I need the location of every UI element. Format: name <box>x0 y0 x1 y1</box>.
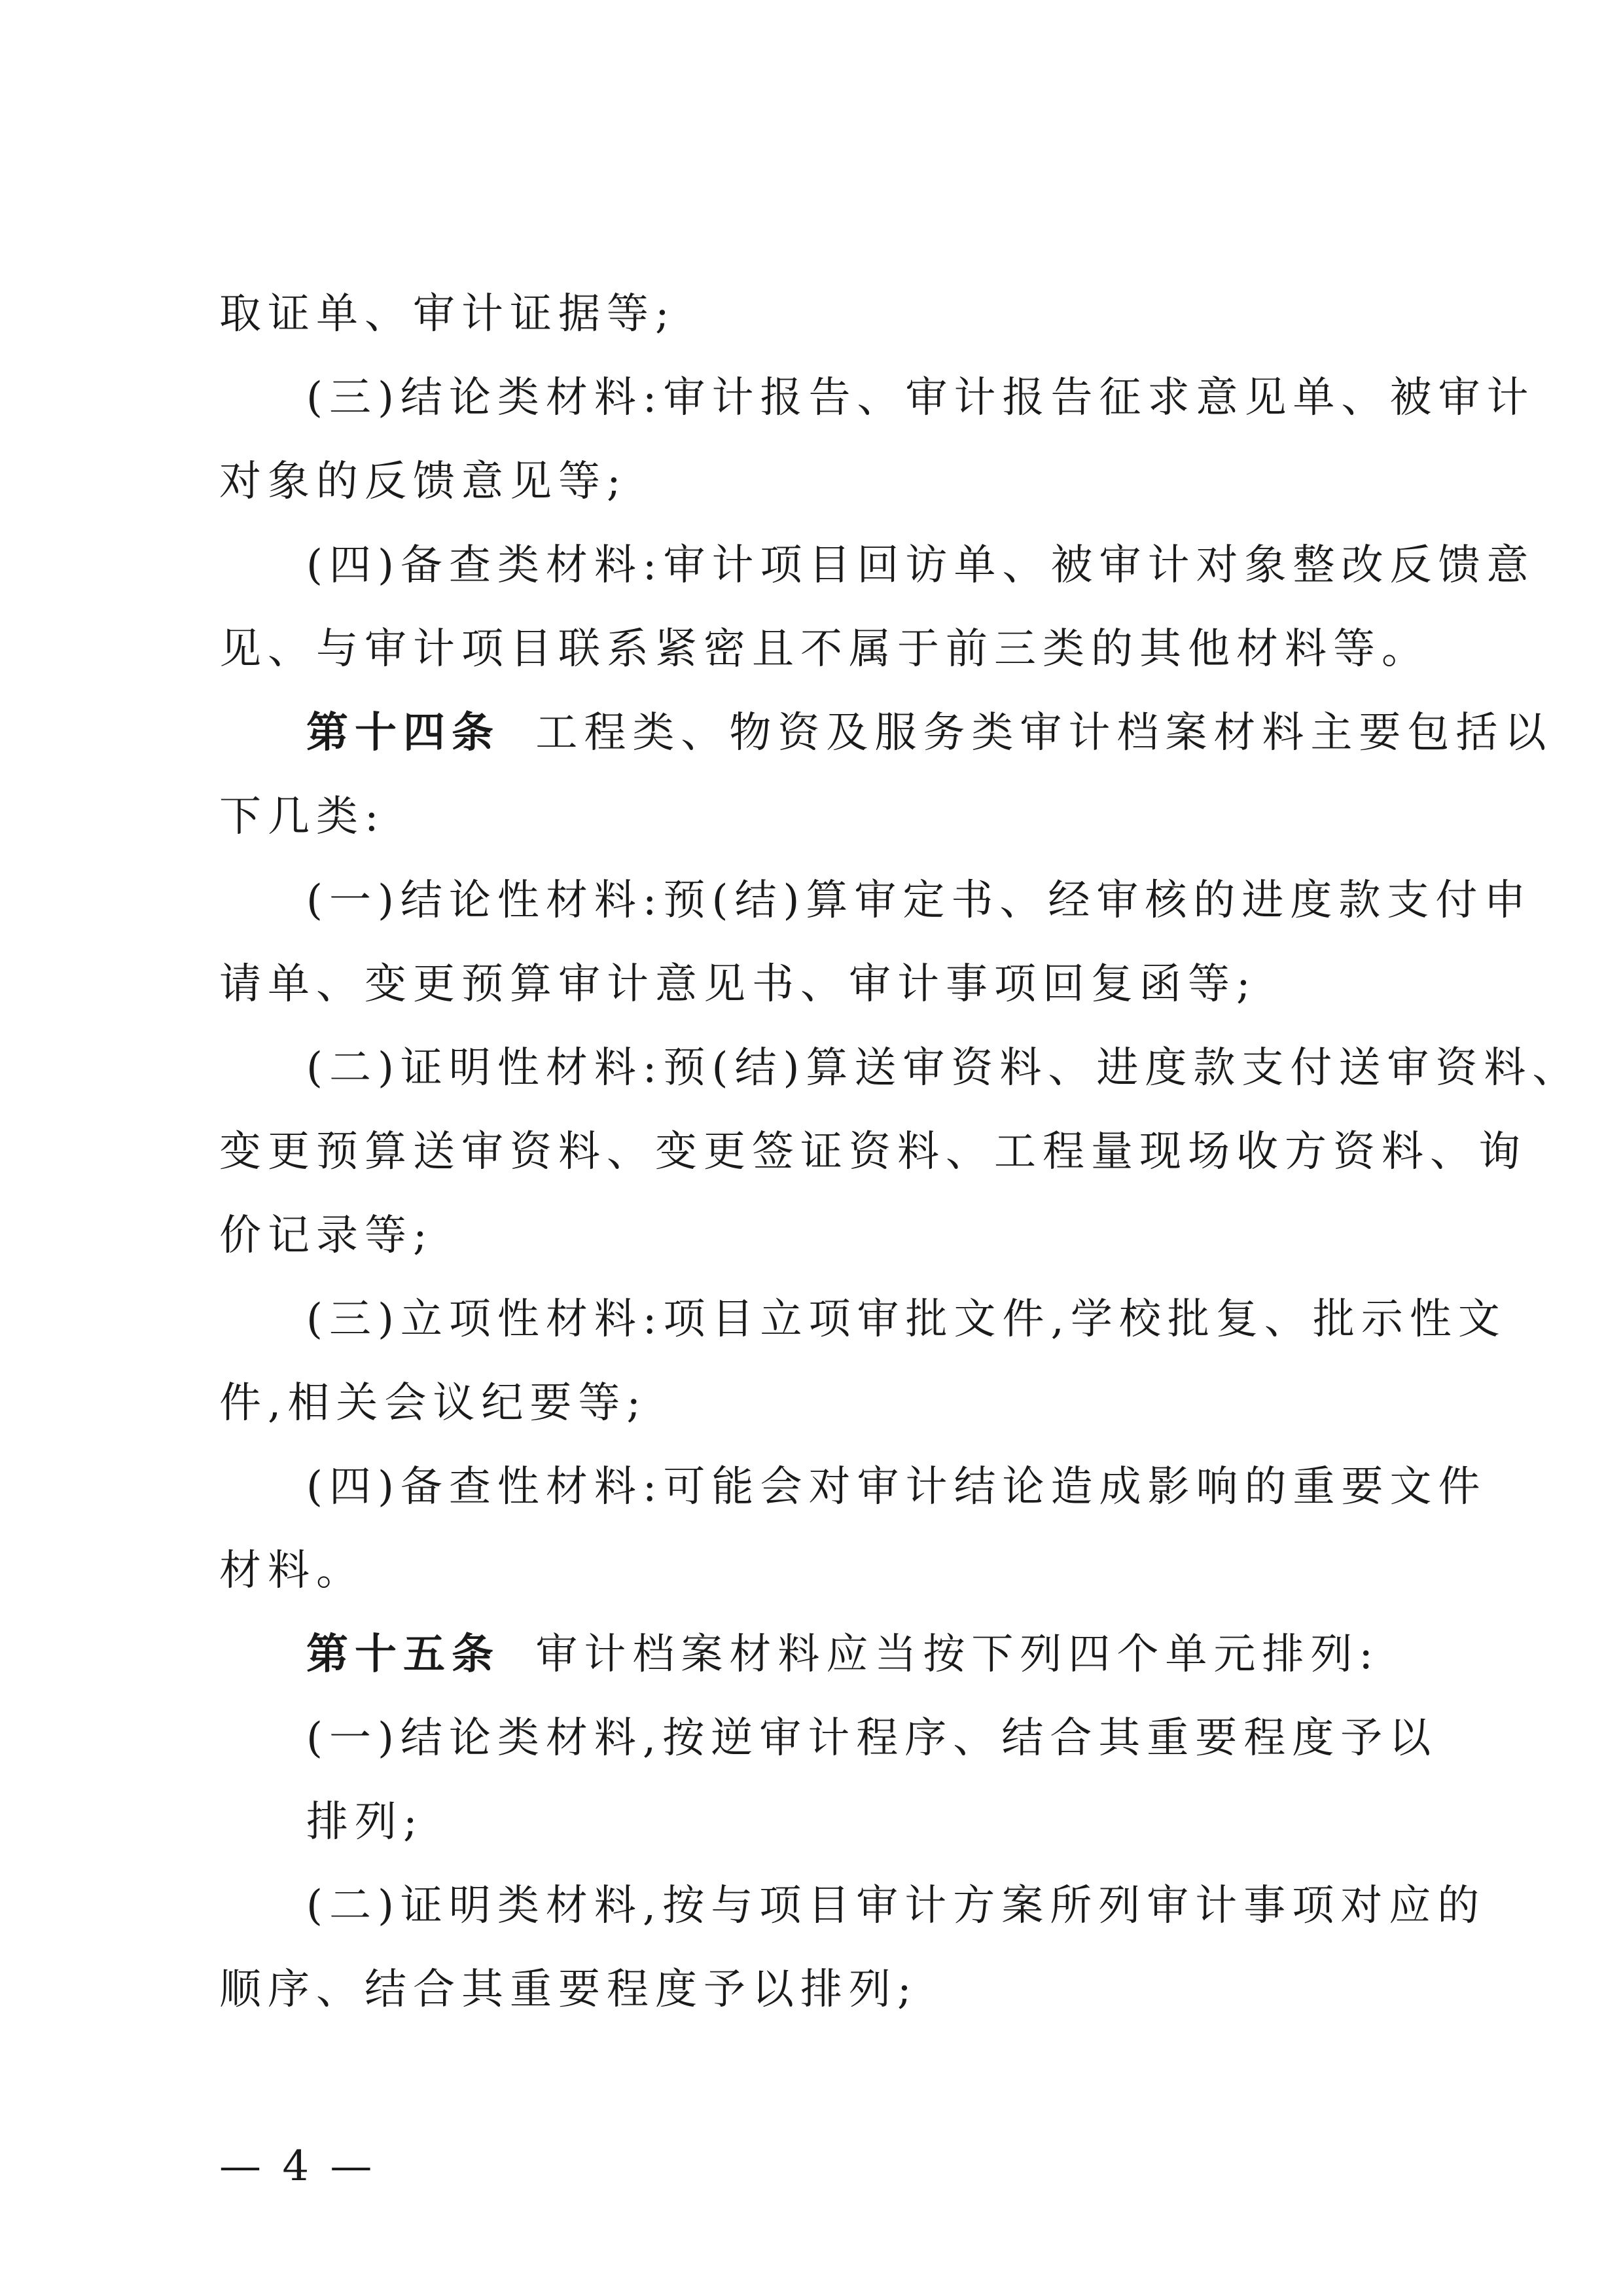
article-14-heading <box>306 707 1552 759</box>
page-number: — 4 — <box>219 2142 376 2191</box>
article-14-text: 工程类、物资及服务类审计档案材料主要包括以 <box>535 709 1553 757</box>
text-line: 取证单、审计证据等; <box>219 290 676 338</box>
article-15-label: 第十五条 <box>306 1630 500 1679</box>
text-line: (一)结论类材料,按逆审计程序、结合其重要程度予以 <box>306 1714 1438 1763</box>
text-line: (四)备查性材料:可能会对审计结论造成影响的重要文件 <box>306 1463 1487 1511</box>
article-15-heading <box>306 1628 1380 1681</box>
article-14-label: 第十四条 <box>306 708 500 757</box>
text-line: (四)备查类材料:审计项目回访单、被审计对象整改反馈意 <box>306 541 1535 590</box>
text-line: (三)结论类材料:审计报告、审计报告征求意见单、被审计 <box>306 374 1535 422</box>
text-line: 见、与审计项目联系紧密且不属于前三类的其他材料等。 <box>219 625 1430 673</box>
text-line: 变更预算送审资料、变更签证资料、工程量现场收方资料、询 <box>219 1128 1527 1176</box>
text-line: 对象的反馈意见等; <box>219 457 628 506</box>
text-line: (一)结论性材料:预(结)算审定书、经审核的进度款支付申 <box>306 876 1533 925</box>
article-15-text: 审计档案材料应当按下列四个单元排列: <box>535 1630 1380 1679</box>
text-line: 请单、变更预算审计意见书、审计事项回复函等; <box>219 960 1257 1009</box>
text-line: 材料。 <box>219 1547 365 1595</box>
text-line: (二)证明性材料:预(结)算送审资料、进度款支付送审资料、 <box>306 1044 1581 1092</box>
text-line: 件,相关会议纪要等; <box>219 1379 647 1427</box>
text-line: 排列; <box>306 1798 424 1846</box>
text-line: 价记录等; <box>219 1211 434 1260</box>
text-line: 顺序、结合其重要程度予以排列; <box>219 1965 918 2014</box>
text-line: 下几类: <box>219 793 385 841</box>
text-line: (三)立项性材料:项目立项审批文件,学校批复、批示性文 <box>306 1295 1507 1344</box>
text-line: (二)证明类材料,按与项目审计方案所列审计事项对应的 <box>306 1882 1486 1930</box>
